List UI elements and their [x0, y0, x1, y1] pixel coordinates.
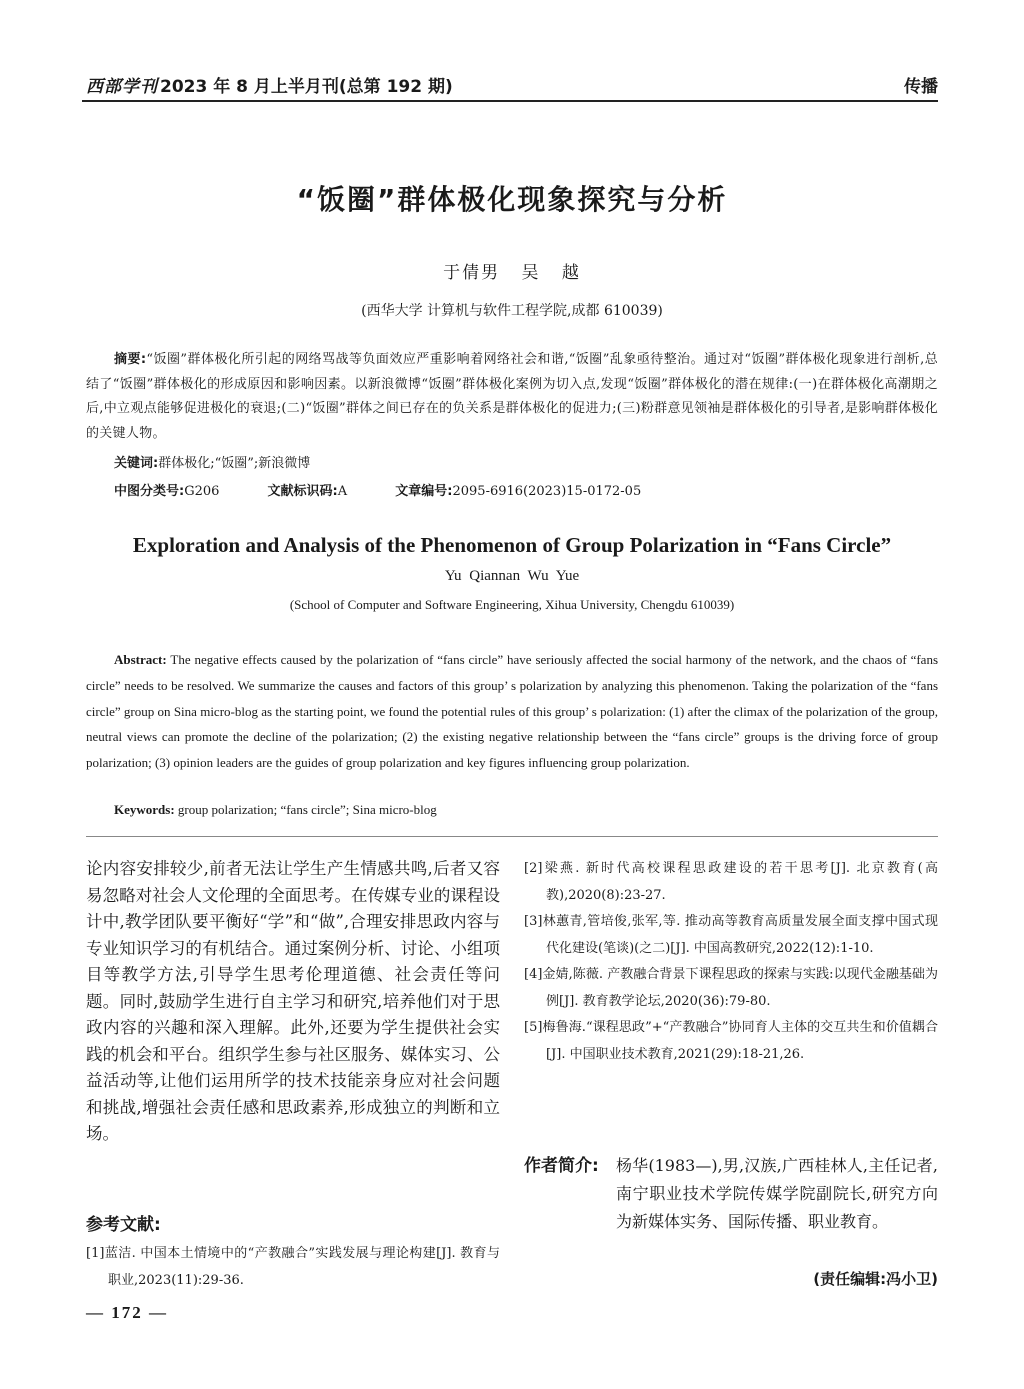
clc-value: G206 — [184, 484, 220, 499]
affiliation-cn: (西华大学 计算机与软件工程学院,成都 610039) — [361, 303, 663, 319]
journal-logo: 西部学刊 — [86, 77, 158, 97]
authors-cn: 于倩男 吴 越 — [443, 263, 581, 283]
section-label: 传播 — [904, 77, 938, 97]
responsible-editor: (责任编辑:冯小卫) — [813, 1270, 938, 1288]
section-divider — [86, 836, 938, 837]
affiliation-en: (School of Computer and Software Engineering, Xihua University, Chengdu 610039) — [289, 597, 735, 612]
article-title-en: Exploration and Analysis of the Phenomenon of Group Polarization in “Fans Circle” — [132, 533, 892, 557]
body-text-left-column: 论内容安排较少,前者无法让学生产生情感共鸣,后者又容易忽略对社会人文伦理的全面思考。在传媒专业的课程设计中,教学团队要平衡好“学”和“做”,合理安排思政内容与专业知识学习的有机结合。通过案例分析、讨论、小组项目等教学方法,引导学生思考伦理道德、社会责任等问题。同时,鼓励学生进行自主学习和研究,培养他们对于思政内容的兴趣和深入理解。此外,还要为学生提供社会实践的机会和平台。组织学生参与社区服务、媒体实习、公益活动等,让他们运用所学的技术技能亲身应对社会问题和挑战,增强社会责任感和思政素养,形成独立的判断和立场。 — [86, 859, 500, 1143]
article-title-cn: “饭圈”群体极化现象探究与分析 — [296, 183, 728, 216]
reference-item: [3]林蕙青,管培俊,张军,等. 推动高等教育高质量发展全面支撑中国式现代化建设(笔谈)(之二)[J]. 中国高教研究,2022(12):1-10. — [524, 914, 938, 956]
author-bio-label: 作者简介: — [524, 1156, 599, 1176]
authors-en: Yu Qiannan Wu Yue — [444, 568, 580, 584]
references-left-column — [86, 1241, 500, 1294]
abstract-en-label: Abstract: — [114, 652, 167, 667]
author-bio — [524, 1152, 938, 1236]
keywords-cn-label: 关键词: — [114, 456, 159, 471]
references-heading: 参考文献: — [86, 1215, 161, 1235]
abstract-cn-label: 摘要: — [114, 352, 147, 367]
abstract-cn — [86, 348, 938, 446]
keywords-cn — [114, 452, 310, 471]
page-number: — 172 — — [86, 1303, 168, 1322]
article-id-label: 文章编号: — [395, 484, 453, 499]
reference-item: [5]梅鲁海.“课程思政”+“产教融合”协同育人主体的交互共生和价值耦合[J]. 中国职业技术教育,2021(29):18-21,26. — [524, 1020, 938, 1062]
keywords-en — [114, 802, 437, 818]
doc-code-label: 文献标识码: — [267, 484, 338, 499]
reference-item: [4]金婧,陈薇. 产教融合背景下课程思政的探索与实践:以现代金融基础为例[J]. 教育教学论坛,2020(36):79-80. — [524, 967, 938, 1009]
doc-code-value: A — [337, 484, 348, 499]
classification-row — [114, 480, 934, 499]
abstract-en — [86, 647, 938, 776]
article-id-value: 2095-6916(2023)15-0172-05 — [452, 484, 642, 499]
abstract-cn-text: “饭圈”群体极化所引起的网络骂战等负面效应严重影响着网络社会和谐,“饭圈”乱象亟待整治。通过对“饭圈”群体极化现象进行剖析,总结了“饭圈”群体极化的形成原因和影响因素。以新浪微博“饭圈”群体极化案例为切入点,发现“饭圈”群体极化的潜在规律:(一)在群体极化高潮期之后,中立观点能够促进极化的衰退;(二)“饭圈”群体之间已存在的负关系是群体极化的促进力;(三)粉群意见领袖是群体极化的引导者,是影响群体极化的关键人物。 — [86, 352, 938, 441]
abstract-en-text: The negative effects caused by the polarization of “fans circle” have seriously affected the social harmony of the network, and the chaos of “fans circle” needs to be resolved. We summarize the causes and factors of this group’ s polarization by analyzing this phenomenon. Taking the polarization of the “fans circle” group on Sina micro-blog as the starting point, we found the potential rules of this group’ s polarization: (1) after the climax of the polarization of the group, neutral views can promote the decline of the polarization; (2) the existing negative relationship between the “fans circle” groups is the driving force of group polarization; (3) opinion leaders are the guides of group polarization and key figures influencing group polarization. — [86, 652, 939, 771]
clc-label: 中图分类号: — [114, 484, 185, 499]
keywords-cn-text: 群体极化;“饭圈”;新浪微博 — [158, 456, 311, 471]
keywords-en-label: Keywords: — [114, 802, 175, 817]
references-right-column — [524, 856, 938, 1068]
reference-item: [1]蓝洁. 中国本土情境中的“产教融合”实践发展与理论构建[J]. 教育与职业,2023(11):29-36. — [86, 1246, 500, 1288]
keywords-en-text: group polarization; “fans circle”; Sina micro-blog — [177, 802, 437, 817]
author-bio-text: 杨华(1983—),男,汉族,广西桂林人,主任记者,南宁职业技术学院传媒学院副院长,研究方向为新媒体实务、国际传播、职业教育。 — [616, 1156, 938, 1231]
header-divider — [82, 100, 938, 102]
journal-header — [86, 72, 453, 97]
reference-item: [2]梁燕. 新时代高校课程思政建设的若干思考[J]. 北京教育(高教),2020(8):23-27. — [524, 861, 938, 903]
issue-info: 2023 年 8 月上半月刊(总第 192 期) — [160, 77, 453, 97]
